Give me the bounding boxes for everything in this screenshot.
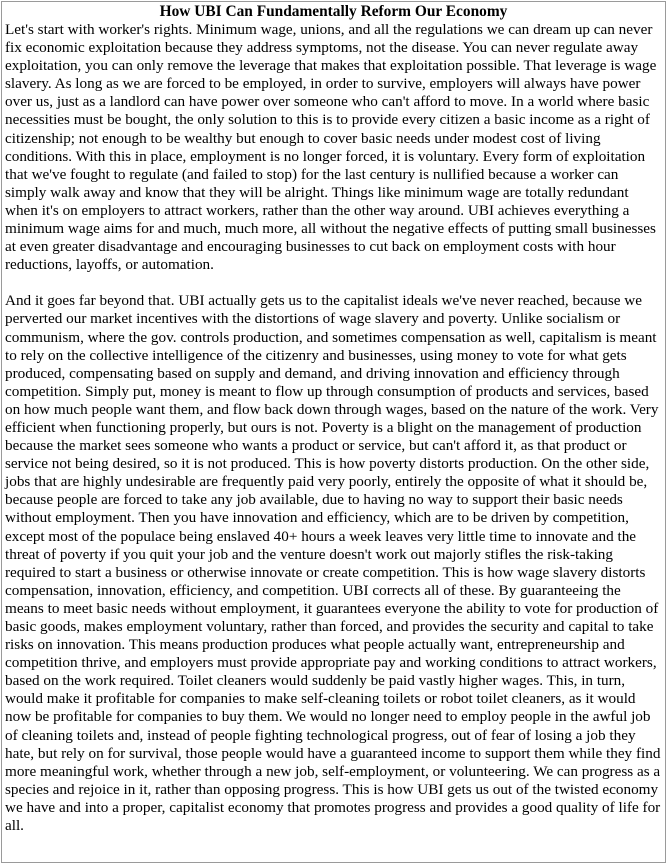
document-title: How UBI Can Fundamentally Reform Our Economy xyxy=(159,3,508,20)
document-body xyxy=(2,21,665,835)
paragraph-capitalist-ideals: And it goes far beyond that. UBI actually gets us to the capitalist ideals we've never reached, because we perverted our market incentives with the distortions of wage slavery and poverty. Unlike socialism or communism, where the gov. controls production, and sometimes compensation as well, capitalism is meant to rely on the collective intelligence of the citizenry and businesses, using money to vote for what gets produced, compensating based on supply and demand, and driving innovation and efficiency through competition. Simply put, money is meant to flow up through consumption of products and services, based on how much people want them, and flow back down through wages, based on the nature of the work. Very efficient when functioning properly, but ours is not. Poverty is a blight on the management of production because the market sees someone who wants a product or service, but can't afford it, as that product or service not being desired, so it is not produced. This is how poverty distorts production. On the other side, jobs that are highly undesirable are frequently paid very poorly, entirely the opposite of what it should be, because people are forced to take any job available, due to having no way to support their basic needs without employment. Then you have innovation and efficiency, which are to be driven by competition, except most of the populace being enslaved 40+ hours a week leaves very little time to innovate and the threat of poverty if you quit your job and the venture doesn't work out majorly stifles the risk-taking required to start a business or otherwise innovate or create competition. This is how wage slavery distorts compensation, innovation, efficiency, and competition. UBI corrects all of these. By guaranteeing the means to meet basic needs without employment, it guarantees everyone the ability to vote for production of basic goods, makes employment voluntary, rather than forced, and provides the security and capital to take risks on innovation. This means production produces what people actually want, entrepreneurship and competition thrive, and employers must provide appropriate pay and working conditions to attract workers, based on the work required. Toilet cleaners would suddenly be paid vastly higher wages. This, in turn, would make it profitable for companies to make self-cleaning toilets or robot toilet cleaners, as it would now be profitable for companies to buy them. We would no longer need to employ people in the awful job of cleaning toilets and, instead of people fighting technological progress, out of fear of losing a job they hate, but rely on for survival, those people would have a guaranteed income to support them while they find more meaningful work, whether through a new job, self-employment, or volunteering. We can progress as a species and rejoice in it, rather than opposing progress. This is how UBI gets us out of the twisted economy we have and into a proper, capitalist economy that promotes progress and provides a good quality of life for all. xyxy=(5,292,661,835)
document-frame xyxy=(1,1,666,863)
paragraph-workers-rights: Let's start with worker's rights. Minimum wage, unions, and all the regulations we can dream up can never fix economic exploitation because they address symptoms, not the disease. You can never regulate away exploitation, you can only remove the leverage that makes that exploitation possible. That leverage is wage slavery. As long as we are forced to be employed, in order to survive, employers will always have power over us, just as a landlord can have power over someone who can't afford to move. In a world where basic necessities must be bought, the only solution to this is to provide every citizen a basic income as a right of citizenship; not enough to be wealthy but enough to cover basic needs under modest cost of living conditions. With this in place, employment is no longer forced, it is voluntary. Every form of exploitation that we've fought to regulate (and failed to stop) for the last century is nullified because a worker can simply walk away and know that they will be alright. Things like minimum wage are totally redundant when it's on employers to attract workers, rather than the other way around. UBI achieves everything a minimum wage aims for and much, much more, all without the negative effects of putting small businesses at even greater disadvantage and encouraging businesses to cut back on employment costs with hour reductions, layoffs, or automation. xyxy=(5,21,657,274)
